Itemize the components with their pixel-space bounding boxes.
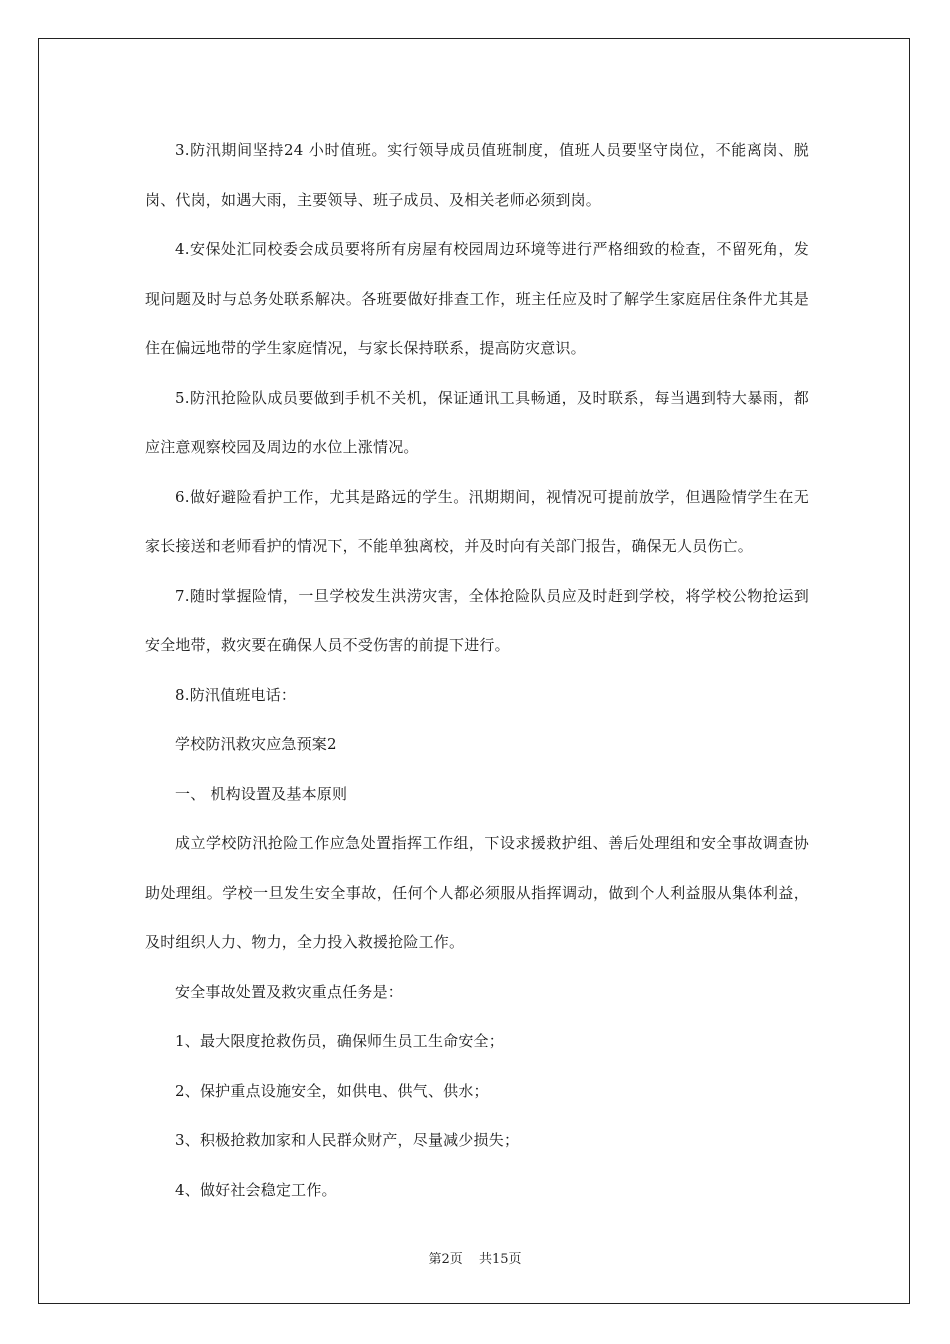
paragraph-item-5: 5.防汛抢险队成员要做到手机不关机，保证通讯工具畅通，及时联系，每当遇到特大暴雨，都应注意观察校园及周边的水位上涨情况。 <box>145 388 809 456</box>
paragraph-item-3: 3.防汛期间坚持24 小时值班。实行领导成员值班制度，值班人员要坚守岗位，不能离岗、脱岗、代岗，如遇大雨，主要领导、班子成员、及相关老师必须到岗。 <box>145 141 809 209</box>
task-item-1: 1、最大限度抢救伤员，确保师生员工生命安全； <box>175 1032 504 1050</box>
paragraph-item-6: 6.做好避险看护工作，尤其是路远的学生。汛期期间，视情况可提前放学，但遇险情学生在无家长接送和老师看护的情况下，不能单独离校，并及时向有关部门报告，确保无人员伤亡。 <box>145 487 809 555</box>
paragraph-item-8: 8.防汛值班电话： <box>175 685 297 704</box>
paragraph-organization: 成立学校防汛抢险工作应急处置指挥工作组，下设求援救护组、善后处理组和安全事故调查协助处理组。学校一旦发生安全事故，任何个人都必须服从指挥调动，做到个人利益服从集体利益，及时组织人力、物力，全力投入救援抢险工作。 <box>145 834 809 951</box>
task-item-2: 2、保护重点设施安全，如供电、供气、供水； <box>175 1081 489 1100</box>
section-title: 学校防汛救灾应急预案2 <box>175 735 337 753</box>
document-body <box>145 126 809 1215</box>
task-item-4: 4、做好社会稳定工作。 <box>175 1180 337 1199</box>
section-heading-1: 一、 机构设置及基本原则 <box>175 784 348 803</box>
page-number: 第2页 <box>428 1252 463 1267</box>
task-item-3: 3、积极抢救加家和人民群众财产，尽量减少损失； <box>175 1131 520 1149</box>
paragraph-item-4: 4.安保处汇同校委会成员要将所有房屋有校园周边环境等进行严格细致的检查，不留死角，发现问题及时与总务处联系解决。各班要做好排查工作，班主任应及时了解学生家庭居住条件尤其是住在偏远地带的学生家庭情况，与家长保持联系，提高防灾意识。 <box>145 240 809 357</box>
page-footer <box>0 1248 950 1267</box>
paragraph-key-tasks: 安全事故处置及救灾重点任务是： <box>175 982 404 1001</box>
paragraph-item-7: 7.随时掌握险情，一旦学校发生洪涝灾害，全体抢险队员应及时赶到学校，将学校公物抢运到安全地带，救灾要在确保人员不受伤害的前提下进行。 <box>145 586 809 654</box>
page-total: 共15页 <box>478 1252 522 1267</box>
